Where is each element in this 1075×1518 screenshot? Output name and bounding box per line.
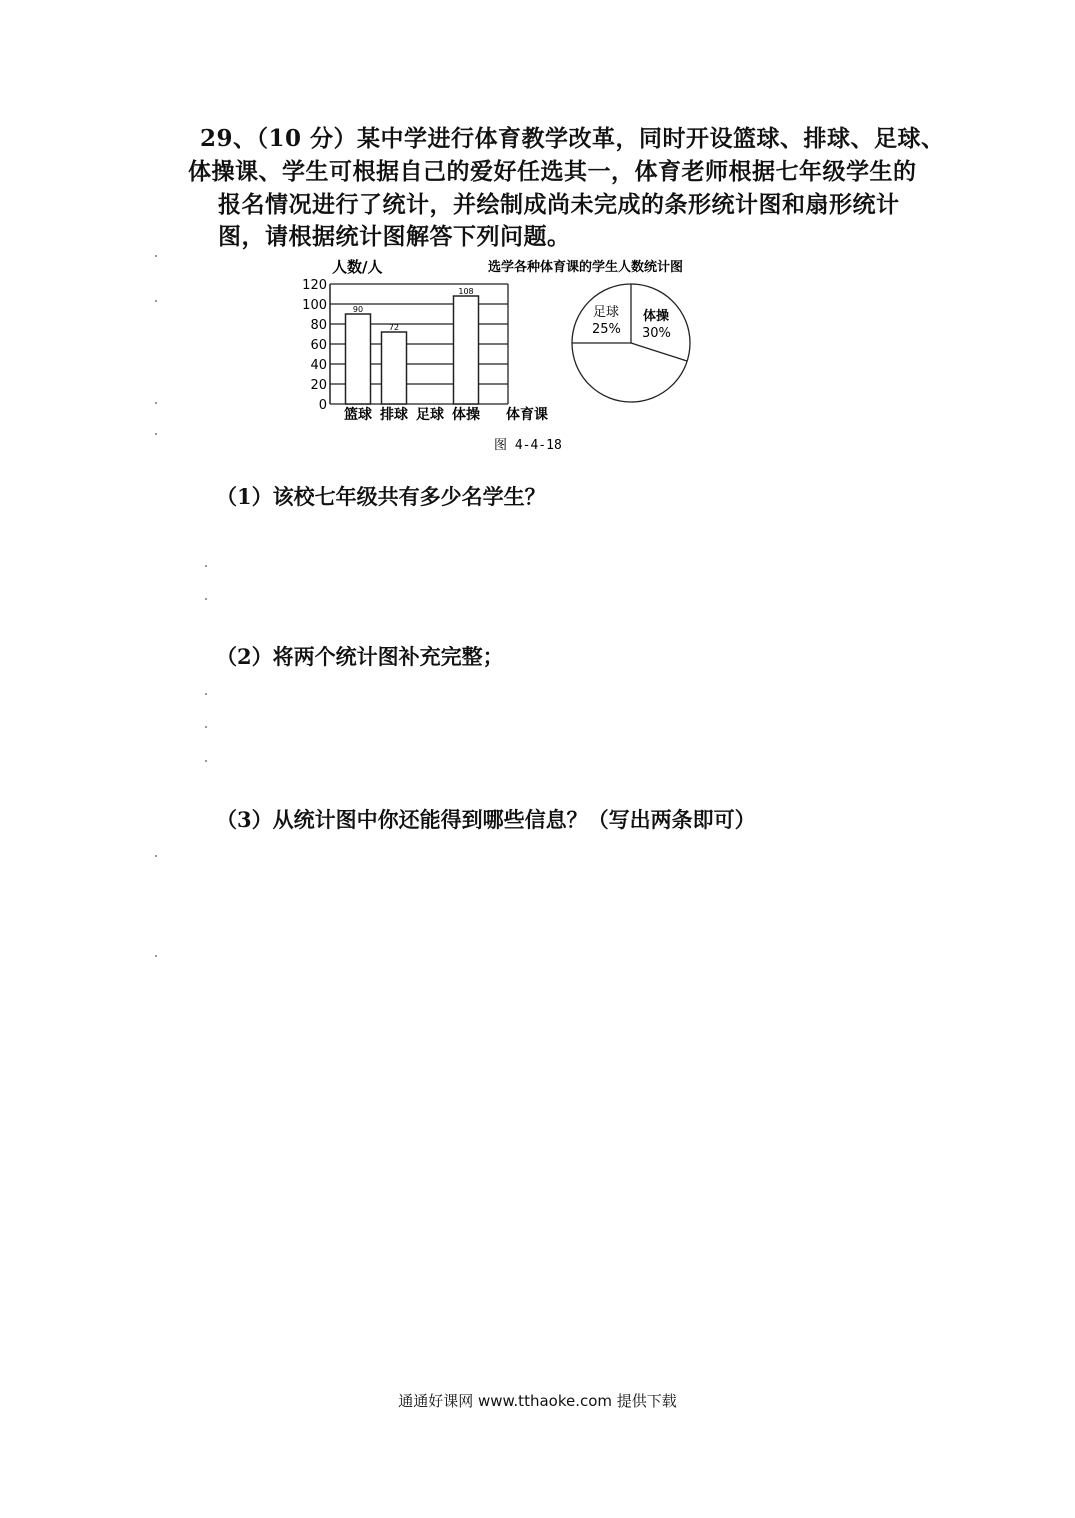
question-3: （3）从统计图中你还能得到哪些信息？（写出两条即可）	[216, 807, 756, 832]
y-tick-label: 100	[302, 298, 327, 313]
x-tick-label: 排球	[380, 407, 408, 423]
margin-speck	[155, 255, 157, 257]
y-tick-label: 20	[310, 378, 327, 393]
bar-3	[454, 296, 479, 404]
bar-value-label: 72	[388, 323, 400, 332]
x-tick-label: 足球	[416, 407, 444, 423]
problem-line-1: 29、（10 分）某中学进行体育教学改革，同时开设篮球、排球、足球、	[200, 125, 945, 152]
problem-line-3: 报名情况进行了统计，并绘制成尚未完成的条形统计图和扇形统计	[218, 191, 900, 218]
x-tick-label: 体操	[452, 407, 480, 423]
bar-chart	[302, 258, 548, 423]
bar-chart-ylabel: 人数/人	[332, 258, 383, 276]
margin-speck	[155, 300, 157, 302]
y-tick-label: 0	[318, 398, 327, 413]
problem-line-4: 图，请根据统计图解答下列问题。	[218, 223, 571, 250]
bar-value-label: 90	[352, 305, 364, 314]
footer: 通通好课网 www.tthaoke.com 提供下载	[398, 1392, 677, 1410]
pie-label-gymnastics: 体操	[643, 309, 670, 324]
margin-speck	[155, 433, 157, 435]
y-tick-label: 40	[310, 358, 327, 373]
statistics-figure	[300, 256, 780, 456]
margin-speck	[155, 955, 157, 957]
bar-1	[382, 332, 407, 404]
y-tick-label: 120	[302, 278, 327, 293]
pie-value-football: 25%	[592, 322, 621, 337]
pie-value-gymnastics: 30%	[642, 326, 671, 341]
margin-speck	[205, 726, 207, 728]
margin-speck	[205, 693, 207, 695]
margin-speck	[205, 598, 207, 600]
figure-caption: 图 4-4-18	[494, 438, 562, 453]
pie-label-football: 足球	[593, 305, 620, 320]
pie-chart	[572, 284, 690, 402]
y-tick-label: 80	[310, 318, 327, 333]
chart-title: 选学各种体育课的学生人数统计图	[488, 260, 684, 275]
bar-0	[346, 314, 371, 404]
margin-speck	[205, 565, 207, 567]
question-2: （2）将两个统计图补充完整；	[216, 644, 504, 669]
x-tick-label: 篮球	[344, 407, 372, 423]
pie-divider-gymnastics	[631, 343, 687, 361]
bar-chart-xlabel: 体育课	[506, 407, 548, 423]
problem-line-2: 体操课、学生可根据自己的爱好任选其一，体育老师根据七年级学生的	[188, 158, 917, 185]
y-tick-label: 60	[310, 338, 327, 353]
margin-speck	[155, 855, 157, 857]
margin-speck	[155, 402, 157, 404]
question-1: （1）该校七年级共有多少名学生？	[216, 484, 546, 509]
bar-value-label: 108	[458, 287, 474, 296]
margin-speck	[205, 760, 207, 762]
